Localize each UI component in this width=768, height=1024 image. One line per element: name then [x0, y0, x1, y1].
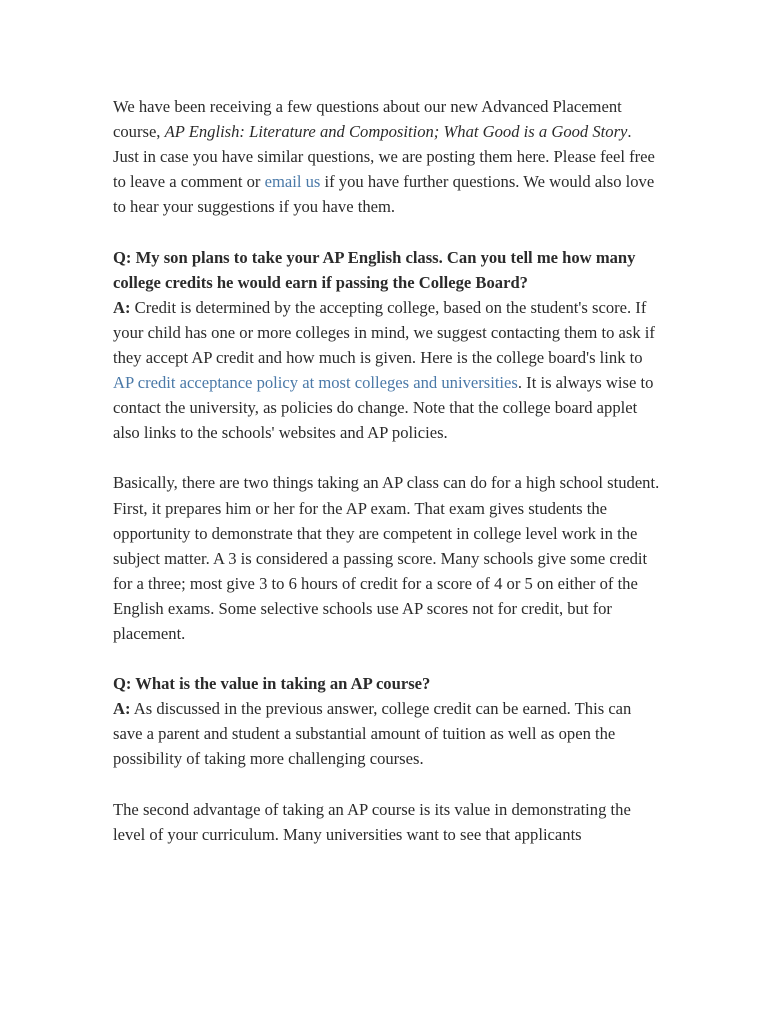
answer-1-text-2: . It is always wise to contact the university, as policies do change. Note that the college board applet also links to the schools' websites and AP policies. — [113, 373, 654, 443]
second-advantage-paragraph: The second advantage of taking an AP course is its value in demonstrating the level of your curriculum. Many universities want to see that applicants — [113, 799, 631, 844]
paragraph-gap — [113, 219, 661, 244]
answer-2-label: A: — [113, 699, 131, 719]
question-2: Q: What is the value in taking an AP course? — [113, 674, 431, 694]
ap-credit-policy-link[interactable]: AP credit acceptance policy at most colleges and universities — [113, 373, 518, 393]
article-body — [113, 94, 661, 847]
paragraph-gap — [113, 772, 661, 797]
intro-text-3: if you have further questions. We would also love to hear your suggestions if you have them. — [113, 172, 655, 217]
answer-2 — [113, 696, 661, 771]
answer-2-text: As discussed in the previous answer, college credit can be earned. This can save a parent and student a substantial amount of tuition as well as open the possibility of taking more challenging courses. — [113, 699, 632, 769]
intro-paragraph — [113, 94, 661, 219]
intro-text-2: . Just in case you have similar questions, we are posting them here. Please feel free to leave a comment or — [113, 122, 655, 192]
answer-1 — [113, 295, 661, 446]
paragraph-gap — [113, 646, 661, 671]
basically-paragraph: Basically, there are two things taking an AP class can do for a high school student. First, it prepares him or her for the AP exam. That exam gives students the opportunity to demonstrate that they are competent in college level work in the subject matter. A 3 is considered a passing score. Many schools give some credit for a three; most give 3 to 6 hours of credit for a score of 4 or 5 on either of the English exams. Some selective schools use AP scores not for credit, but for placement. — [113, 473, 660, 643]
answer-1-text-1: Credit is determined by the accepting college, based on the student's score. If your child has one or more colleges in mind, we suggest contacting them to ask if they accept AP credit and how much is given. Here is the college board's link to — [113, 297, 655, 367]
question-1: Q: My son plans to take your AP English class. Can you tell me how many college credits he would earn if passing the College Board? — [113, 247, 636, 292]
email-us-link[interactable]: email us — [264, 172, 321, 192]
intro-text-1: We have been receiving a few questions about our new Advanced Placement course, — [113, 97, 622, 142]
course-title: AP English: Literature and Composition; What Good is a Good Story — [164, 122, 628, 142]
paragraph-gap — [113, 445, 661, 470]
answer-1-label: A: — [113, 297, 131, 317]
